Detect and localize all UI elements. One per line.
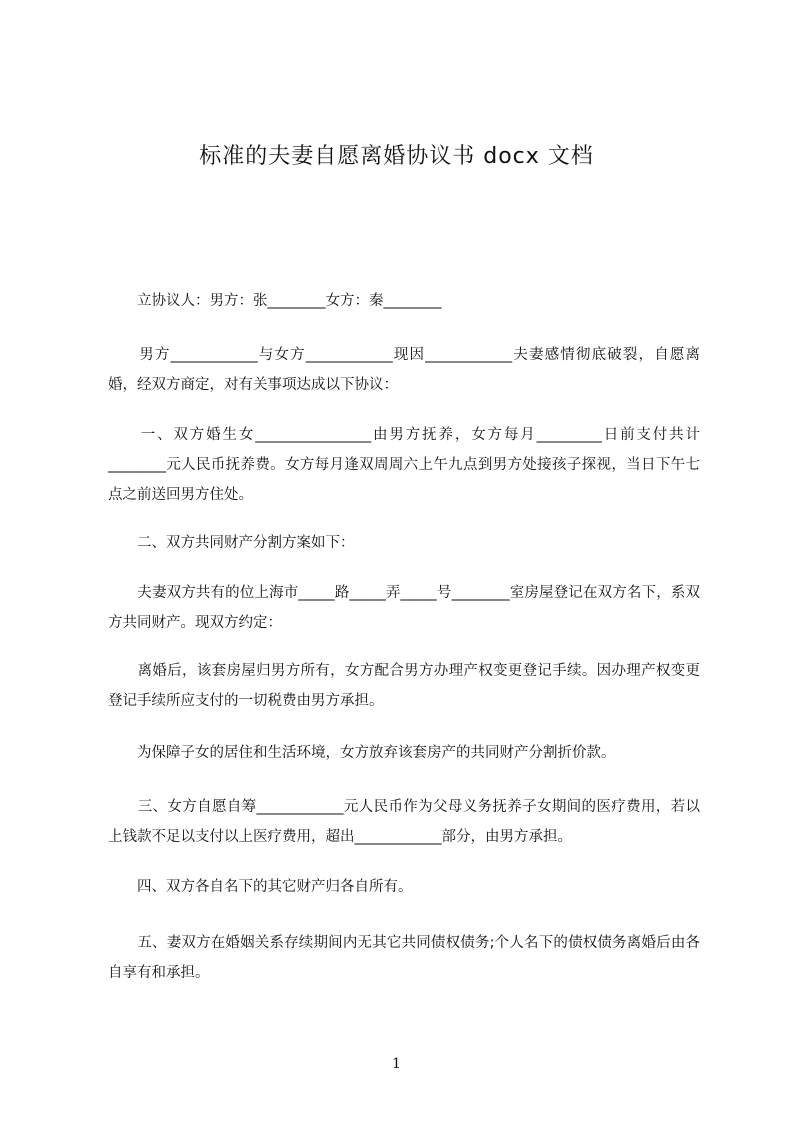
- property-waiver-paragraph: 为保障子女的居住和生活环境，女方放弃该套房产的共同财产分割折价款。: [108, 745, 616, 761]
- property-paragraph: 夫妻双方共有的位上海市_____路_____弄_____号________室房屋登记在双方名下，系双方共同财产。现双方约定：: [108, 585, 700, 631]
- preamble-paragraph: 男方____________与女方____________现因____________夫妻感情彻底破裂，自愿离婚，经双方商定，对有关事项达成以下协议：: [108, 347, 700, 393]
- page-number: 1: [392, 1056, 401, 1072]
- clause-2-heading: 二、双方共同财产分割方案如下：: [108, 535, 355, 551]
- clause-4-paragraph: 四、双方各自名下的其它财产归各自所有。: [108, 879, 413, 895]
- clause-3-paragraph: 三、女方自愿自筹____________元人民币作为父母义务抚养子女期间的医疗费用，若以上钱款不足以支付以上医疗费用，超出____________部分，由男方承担。: [108, 799, 700, 845]
- clause-1-paragraph: 一、双方婚生女________________由男方抚养，女方每月_________日前支付共计________元人民币抚养费。女方每月逢双周周六上午九点到男方处接孩子探视，当日下午七点之前送回男方住处。: [108, 427, 700, 503]
- clause-5-paragraph: 五、妻双方在婚姻关系存续期间内无其它共同债权债务;个人名下的债权债务离婚后由各自享有和承担。: [108, 935, 700, 981]
- document-title: 标准的夫妻自愿离婚协议书 docx 文档: [199, 144, 594, 169]
- property-ownership-paragraph: 离婚后，该套房屋归男方所有，女方配合男方办理产权变更登记手续。因办理产权变更登记手续所应支付的一切税费由男方承担。: [108, 663, 700, 709]
- parties-paragraph: 立协议人：男方：张________女方：秦________: [108, 293, 442, 309]
